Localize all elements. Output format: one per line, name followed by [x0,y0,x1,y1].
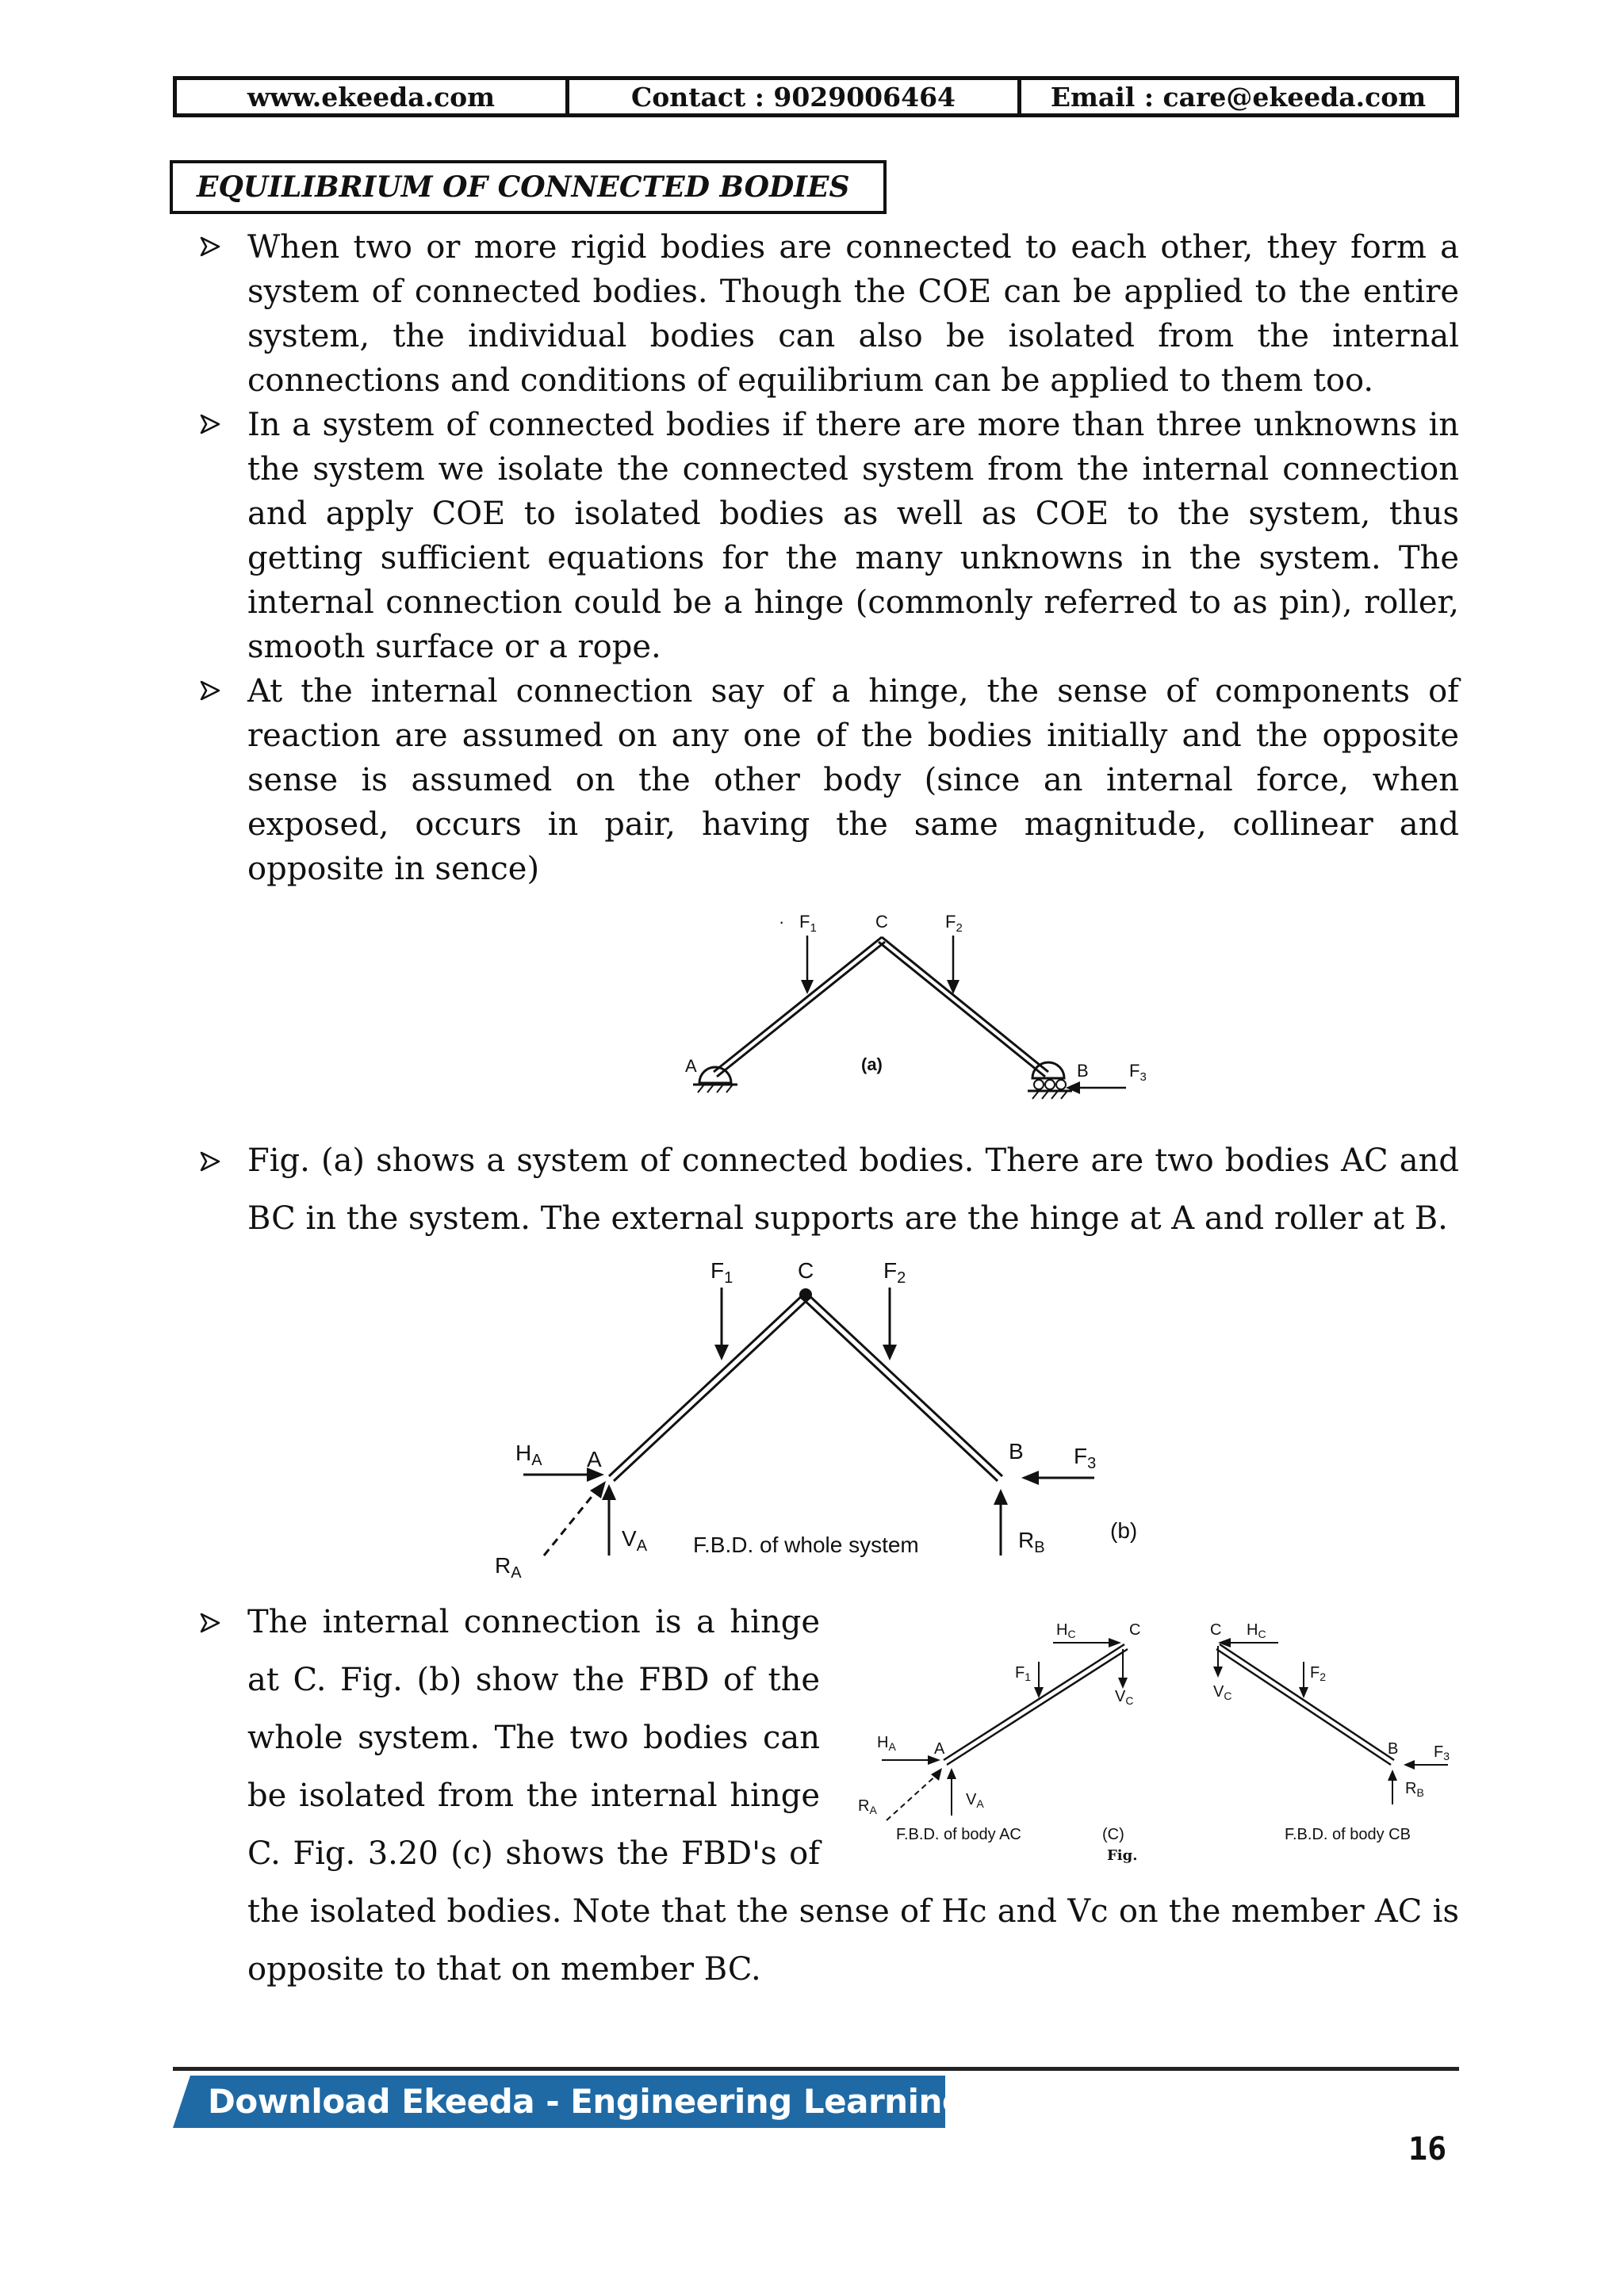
fig-b-caption: (b) [1110,1518,1138,1543]
label-f3: $F_3$ [1074,1444,1097,1472]
label-b: B [1009,1439,1024,1464]
member-ac [944,1644,1128,1765]
bullet-5-line-4: be isolated from the internal hinge [247,1777,820,1814]
force-rb-arrow-icon [1388,1770,1397,1804]
bullet-4 [198,1132,1459,1248]
header-email[interactable]: Email : care@ekeeda.com [1050,81,1427,113]
force-hc-cb-arrow-icon [1218,1638,1278,1647]
label-f2: $F_2$ [1310,1664,1327,1683]
bullet-5-tail-text: the isolated bodies. Note that the sense of Hc and Vc on the member AC is opposite to that on member BC. [247,1893,1459,1988]
label-ha: $H_A$ [877,1734,896,1753]
bullet-arrow-icon [198,235,222,258]
bullet-3 [198,669,1459,891]
fig-label: Fig. [1107,1847,1138,1864]
bullet-text: In a system of connected bodies if there are more than three unknowns in the system we isolate the connected system from the internal connection and apply COE to isolated bodies as well as COE to the system, thus getting sufficient equations for the many unknowns in the system. The internal connection could be a hinge (commonly referred to as pin), roller, smooth surface or a rope. [247,407,1459,665]
label-c-cb: C [1210,1621,1222,1639]
label-a: A [934,1740,945,1758]
label-va: $V_A$ [622,1526,648,1555]
force-ha-arrow-icon [882,1755,940,1765]
bullet-arrow-icon [198,679,222,702]
force-f2-arrow-icon [947,936,959,994]
force-va-arrow-icon [602,1484,616,1556]
label-f2: $F_2$ [883,1258,906,1287]
label-vc-cb: $V_C$ [1213,1683,1232,1702]
label-a: A [685,1056,697,1076]
label-ra: $R_A$ [495,1553,522,1582]
fig-a-caption: (a) [861,1054,883,1074]
bullet-1 [198,225,1459,403]
bullet-5-line-2: at C. Fig. (b) show the FBD of the [247,1662,820,1698]
force-f1-arrow-icon [801,936,814,994]
bullet-5-line-1: The internal connection is a hinge [247,1604,820,1640]
label-f1: $F_1$ [799,912,817,935]
member-ac [609,1292,810,1481]
force-f3-arrow-icon [1404,1760,1448,1770]
label-a: A [587,1447,602,1471]
label-c: C [798,1258,814,1283]
label-f3: $F_3$ [1434,1743,1450,1762]
force-f2-arrow-icon [883,1288,897,1360]
label-f2: $F_2$ [945,912,963,935]
label-ha: $H_A$ [515,1441,542,1469]
bullet-arrow-icon [198,412,222,436]
fig-c-caption: (C) [1102,1826,1124,1843]
force-hc-ac-arrow-icon [1053,1638,1121,1647]
force-ra-dashed-arrow-icon [544,1481,606,1556]
bullet-text: At the internal connection say of a hinge, the sense of components of reaction are assumed on any one of the bodies initially and the opposite sense is assumed on the other body (since an internal force, when exposed, occurs in pair, having the same magnitude, collinear and opposite in sence) [247,673,1459,887]
download-app-banner-text[interactable]: Download Ekeeda - Engineering Learning App [208,2082,1049,2121]
bullet-5-line-5: C. Fig. 3.20 (c) shows the FBD's of [247,1835,820,1872]
force-f3-arrow-icon [1066,1081,1126,1094]
figure-b [492,1253,1174,1586]
label-va: $V_A$ [966,1791,984,1810]
force-vc-cb-arrow-icon [1213,1646,1223,1678]
force-f1-arrow-icon [1034,1662,1044,1698]
member-bc [879,937,1048,1077]
header-bar [173,76,1459,117]
label-b: B [1077,1061,1089,1081]
label-f1: $F_1$ [1015,1664,1032,1683]
label-vc-ac: $V_C$ [1115,1688,1134,1707]
force-va-arrow-icon [947,1768,956,1816]
label-rb: $R_B$ [1018,1528,1045,1556]
label-c: C [875,912,888,932]
force-f1-arrow-icon [714,1288,729,1360]
figure-a [674,904,1166,1118]
bullet-text: When two or more rigid bodies are connected to each other, they form a system of connected bodies. Though the COE can be applied to the entire system, the individual bodies can also be isolated from the internal connections and conditions of equilibrium can be applied to them too. [247,229,1459,399]
page-number: 16 [1408,2131,1447,2168]
label-b: B [1388,1740,1399,1758]
label-ra: $R_A$ [858,1797,877,1816]
header-contact: Contact : 9029006464 [569,80,1021,113]
fbd-body-cb-label: F.B.D. of body CB [1285,1826,1411,1843]
force-rb-arrow-icon [994,1489,1008,1556]
member-cb [1216,1644,1394,1765]
label-c-ac: C [1129,1621,1141,1639]
label-f1: $F_1$ [710,1258,733,1287]
label-rb: $R_B$ [1405,1780,1424,1799]
bullet-2 [198,403,1459,669]
bullet-5-tail [198,1883,1459,1999]
section-title-text: EQUILIBRIUM OF CONNECTED BODIES [197,170,850,204]
label-hc-ac: $H_C$ [1056,1621,1076,1640]
label-f3: $F_3$ [1129,1061,1147,1084]
force-f2-arrow-icon [1299,1662,1308,1698]
footer-rule [173,2067,1459,2071]
force-f3-arrow-icon [1021,1471,1094,1485]
fig-a-dot: · [779,912,785,932]
bullet-5-line-3: whole system. The two bodies can [247,1720,820,1756]
member-cb [801,1292,1002,1481]
label-hc-cb: $H_C$ [1247,1621,1266,1640]
figure-c [855,1617,1459,1871]
header-website[interactable]: www.ekeeda.com [177,80,569,113]
bullet-text: Fig. (a) shows a system of connected bodies. There are two bodies AC and BC in the system. The external supports are the hinge at A and roller at B. [247,1142,1459,1237]
bullet-5 [198,1594,833,1883]
bullet-arrow-icon [198,1150,222,1173]
section-title [170,160,887,214]
hinge-c-dot [799,1288,812,1301]
bullet-arrow-icon [198,1611,222,1635]
fbd-body-ac-label: F.B.D. of body AC [896,1826,1021,1843]
fbd-whole-system-label: F.B.D. of whole system [693,1533,919,1557]
member-ac [714,937,885,1077]
force-ra-dashed-arrow-icon [887,1768,942,1820]
